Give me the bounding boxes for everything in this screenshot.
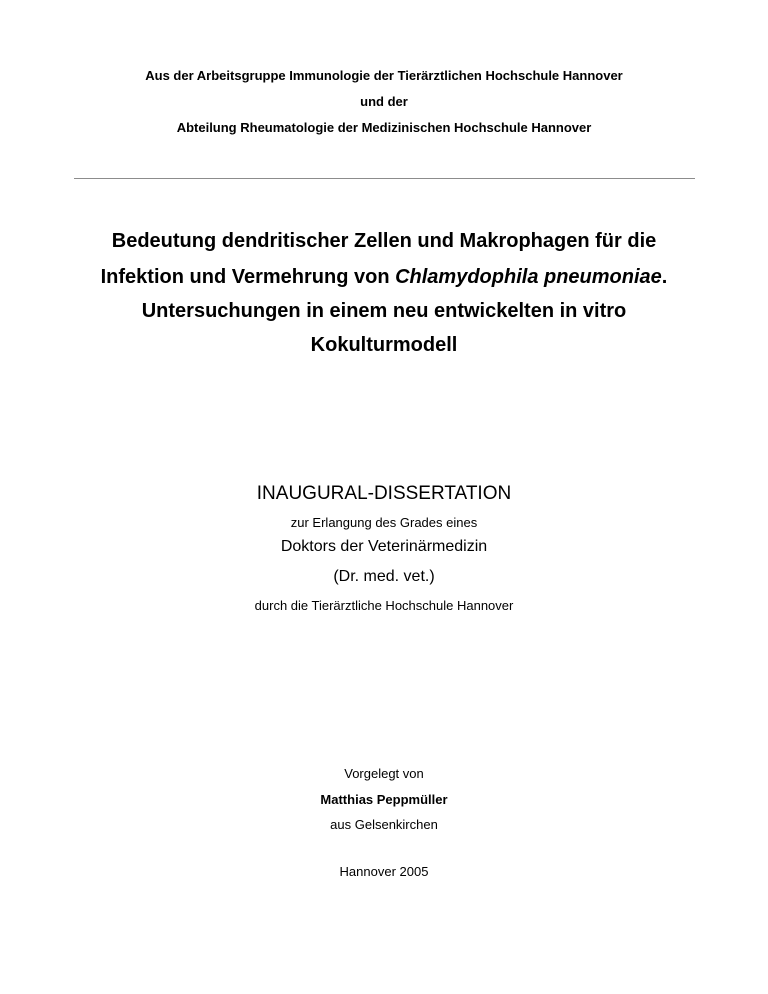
author-name: Matthias Peppmüller (320, 792, 448, 807)
degree-abbreviation: (Dr. med. vet.) (333, 568, 435, 585)
title-line-3: Untersuchungen in einem neu entwickelten in vitro (141, 300, 627, 322)
degree-title: Doktors der Veterinärmedizin (280, 538, 488, 555)
awarding-institution: durch die Tierärztliche Hochschule Hannover (254, 598, 514, 613)
title-line-2-prefix: Infektion und Vermehrung von (100, 266, 396, 288)
header-connector-line: und der (360, 94, 408, 109)
author-origin: aus Gelsenkirchen (330, 817, 438, 832)
header-department-line: Abteilung Rheumatologie der Medizinischen Hochschule Hannover (176, 120, 592, 135)
title-line-1: Bedeutung dendritischer Zellen und Makrophagen für die (111, 230, 657, 252)
dissertation-purpose: zur Erlangung des Grades eines (290, 515, 478, 530)
title-line-4: Kokulturmodell (310, 334, 458, 356)
species-name: Chlamydophila pneumoniae (395, 266, 662, 288)
dissertation-type: INAUGURAL-DISSERTATION (256, 483, 512, 504)
title-line-2 (0, 266, 768, 289)
horizontal-divider (74, 178, 695, 179)
title-line-2-suffix: . (661, 266, 668, 288)
place-and-year: Hannover 2005 (339, 864, 429, 879)
header-institute-line: Aus der Arbeitsgruppe Immunologie der Tierärztlichen Hochschule Hannover (145, 68, 623, 83)
presented-by: Vorgelegt von (344, 766, 424, 781)
